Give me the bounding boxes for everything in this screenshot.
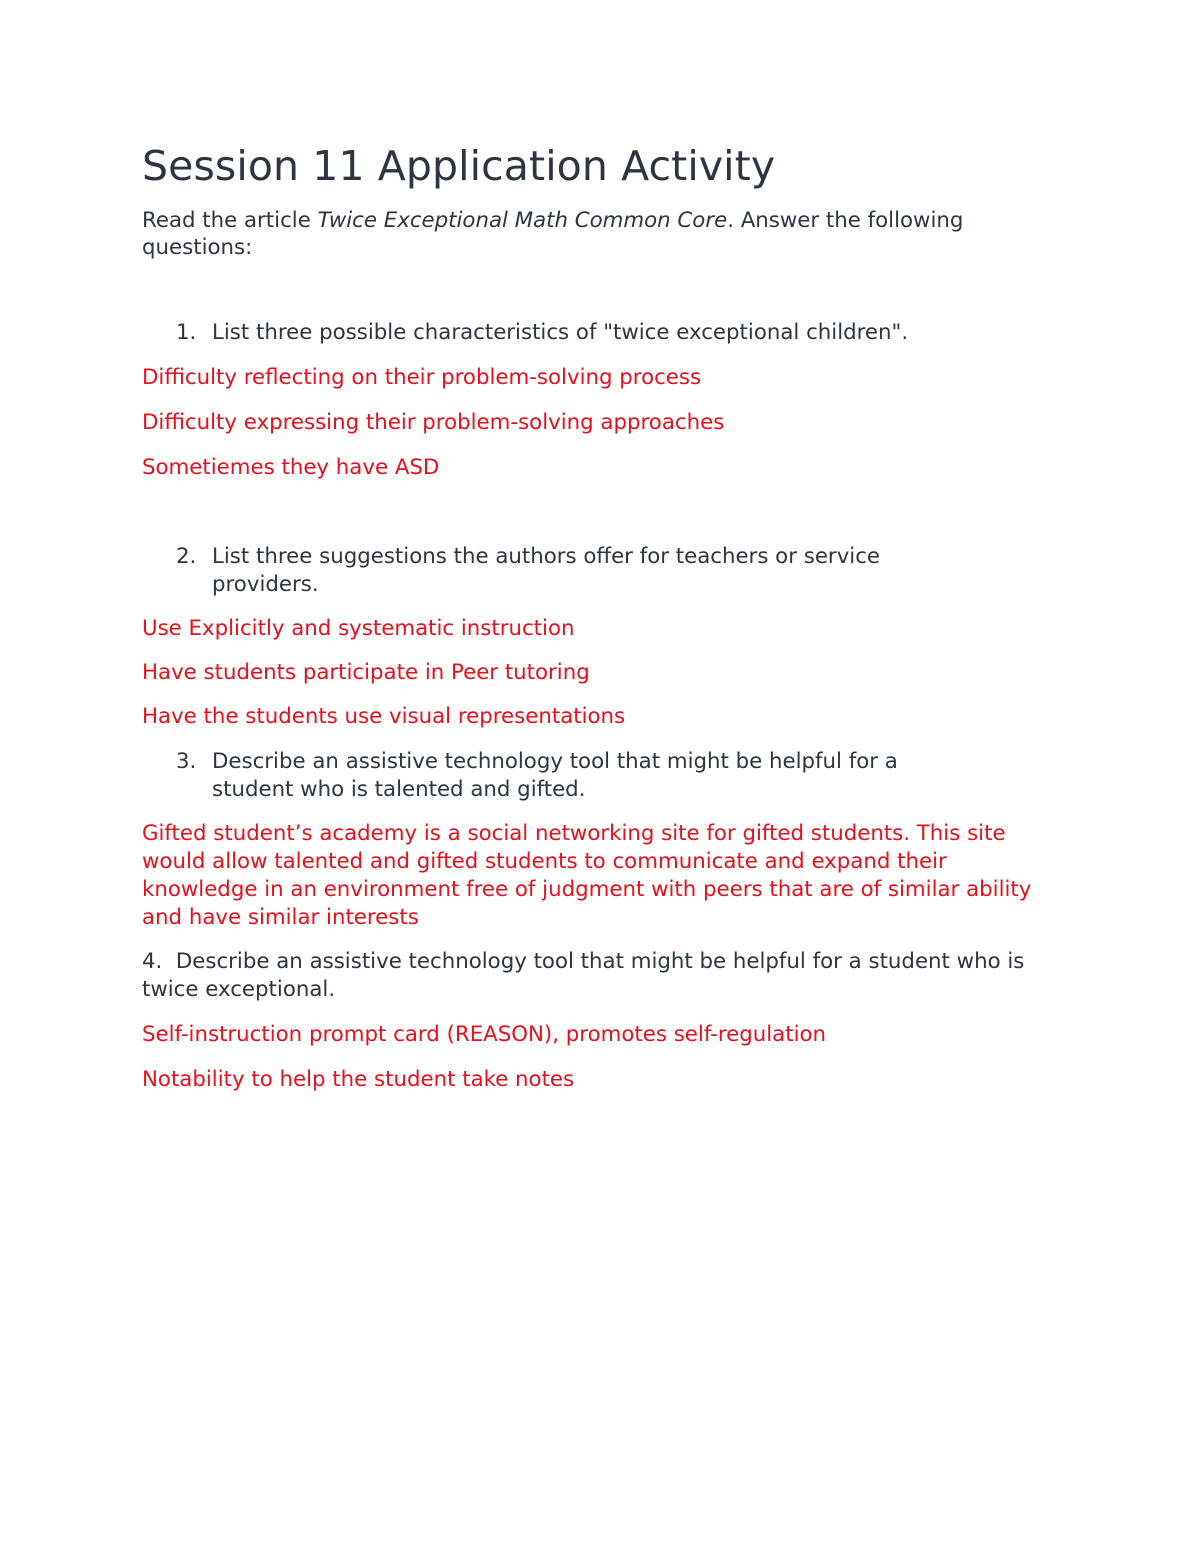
question-4-number: 4. <box>142 949 163 974</box>
answer-4-2: Notability to help the student take notes <box>142 1067 575 1092</box>
answer-2-2: Have students participate in Peer tutoring <box>142 660 590 685</box>
intro-paragraph <box>142 207 1062 261</box>
answer-4-1: Self-instruction prompt card (REASON), promotes self-regulation <box>142 1022 827 1047</box>
question-1 <box>142 319 1062 347</box>
question-2-number: 2. <box>176 544 197 569</box>
question-2-text: List three suggestions the authors offer for teachers or service providers. <box>212 544 881 597</box>
page-title: Session 11 Application Activity <box>142 142 776 190</box>
answer-1-2: Difficulty expressing their problem-solving approaches <box>142 410 725 435</box>
question-3 <box>142 748 1062 804</box>
intro-text-after: . Answer the following questions: <box>142 208 964 260</box>
question-1-number: 1. <box>176 320 197 345</box>
answer-2-3: Have the students use visual representations <box>142 704 626 729</box>
article-title: Twice Exceptional Math Common Core <box>317 208 728 233</box>
question-3-number: 3. <box>176 749 197 774</box>
answer-1-3: Sometiemes they have ASD <box>142 455 440 480</box>
answer-2-1: Use Explicitly and systematic instruction <box>142 616 575 641</box>
question-4 <box>142 948 1062 1004</box>
answer-3-1: Gifted student’s academy is a social networking site for gifted students. This site would allow talented and gifted students to communicate and expand their knowledge in an environment free of judgment with peers that are of similar ability and have similar interests <box>142 821 1032 930</box>
question-4-text: Describe an assistive technology tool that might be helpful for a student who is twice exceptional. <box>142 949 1025 1002</box>
answer-1-1: Difficulty reflecting on their problem-solving process <box>142 365 702 390</box>
question-2 <box>142 543 1062 599</box>
question-3-text: Describe an assistive technology tool that might be helpful for a student who is talented and gifted. <box>212 749 898 802</box>
document-body <box>142 140 1062 1094</box>
intro-text-before: Read the article <box>142 208 318 233</box>
question-1-text: List three possible characteristics of "twice exceptional children". <box>212 320 909 345</box>
